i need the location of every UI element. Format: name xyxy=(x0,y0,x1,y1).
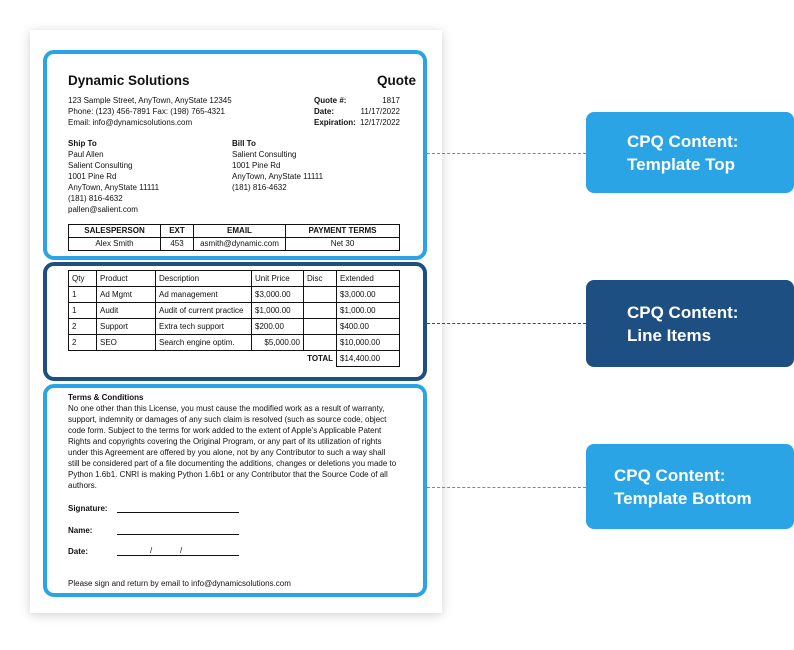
unit-price-cell: $5,000.00 xyxy=(252,335,304,351)
sales-header-cell: SALESPERSON xyxy=(69,225,161,238)
terms-line: under this Agreement are offered by you alone, not by any Contributor to such a way shall xyxy=(68,448,386,457)
description-cell: Extra tech support xyxy=(156,319,252,335)
sales-table xyxy=(68,224,400,251)
quote-number-label: Quote #: xyxy=(314,96,347,105)
expiration-date: 12/17/2022 xyxy=(359,118,400,127)
sales-header-cell: EXT xyxy=(161,225,194,238)
extended-cell: $10,000.00 xyxy=(337,335,400,351)
line-header-cell: Unit Price xyxy=(252,271,304,287)
table-row xyxy=(69,303,400,319)
disc-cell xyxy=(304,287,337,303)
company-email: Email: info@dynamicsolutions.com xyxy=(68,118,193,127)
document-type: Quote xyxy=(377,73,416,88)
extended-cell: $3,000.00 xyxy=(337,287,400,303)
extended-cell: $1,000.00 xyxy=(337,303,400,319)
total-label: TOTAL xyxy=(69,351,337,367)
disc-cell xyxy=(304,335,337,351)
signature-label: Signature: xyxy=(68,504,108,513)
sales-table-row xyxy=(69,238,400,251)
connector-mid xyxy=(427,323,586,325)
name-label: Name: xyxy=(68,526,93,535)
quote-number: 1817 xyxy=(382,96,400,105)
callout-line: CPQ Content: xyxy=(614,465,726,485)
total-row xyxy=(69,351,400,367)
line-header-cell: Disc xyxy=(304,271,337,287)
terms-line: Rights and copyrights covering the Original Program, or any part of its utilization of rights xyxy=(68,437,382,446)
terms-title: Terms & Conditions xyxy=(68,393,144,402)
terms-line: still be considered part of a file documenting the additions, changes or deletions you made to xyxy=(68,459,397,468)
ship-to-line: Salient Consulting xyxy=(68,161,133,170)
ship-to-line: 1001 Pine Rd xyxy=(68,172,117,181)
sales-table-header xyxy=(69,225,400,238)
bill-to-line: (181) 816-4632 xyxy=(232,183,287,192)
line-header-cell: Qty xyxy=(69,271,97,287)
company-address: 123 Sample Street, AnyTown, AnyState 12345 xyxy=(68,96,232,105)
product-cell: Ad Mgmt xyxy=(97,287,156,303)
ship-to-line: (181) 816-4632 xyxy=(68,194,123,203)
signature-line[interactable] xyxy=(117,512,239,513)
description-cell: Audit of current practice xyxy=(156,303,252,319)
line-items-table xyxy=(68,270,400,367)
connector-bottom xyxy=(427,487,586,489)
ship-to-line: Paul Allen xyxy=(68,150,104,159)
payment-terms-cell: Net 30 xyxy=(286,238,400,251)
callout-template-top xyxy=(586,112,794,193)
line-header-cell: Extended xyxy=(337,271,400,287)
date-slash: / xyxy=(150,546,153,555)
qty-cell: 2 xyxy=(69,319,97,335)
callout-line: Template Top xyxy=(627,154,735,174)
table-row xyxy=(69,319,400,335)
bill-to-title: Bill To xyxy=(232,139,256,148)
unit-price-cell: $1,000.00 xyxy=(252,303,304,319)
callout-line: Template Bottom xyxy=(614,488,752,508)
salesperson-cell: Alex Smith xyxy=(69,238,161,251)
callout-line: CPQ Content: xyxy=(627,131,739,151)
table-row xyxy=(69,335,400,351)
date-slash: / xyxy=(180,546,183,555)
bill-to-line: Salient Consulting xyxy=(232,150,297,159)
ship-to-line: pallen@salient.com xyxy=(68,205,138,214)
product-cell: Support xyxy=(97,319,156,335)
terms-line: Python 1.6b1. CNRI is making Python 1.6b1 or any Contributor that the Source Code of all xyxy=(68,470,388,479)
total-value: $14,400.00 xyxy=(337,351,400,367)
unit-price-cell: $3,000.00 xyxy=(252,287,304,303)
disc-cell xyxy=(304,303,337,319)
terms-line: authors. xyxy=(68,481,97,490)
qty-cell: 1 xyxy=(69,287,97,303)
ext-cell: 453 xyxy=(161,238,194,251)
quote-date: 11/17/2022 xyxy=(360,107,400,116)
product-cell: SEO xyxy=(97,335,156,351)
callout-template-bottom xyxy=(586,444,794,529)
sales-header-cell: PAYMENT TERMS xyxy=(286,225,400,238)
qty-cell: 2 xyxy=(69,335,97,351)
terms-line: code form. Subject to the terms for work added to the extent of Apple's Applicable Patent xyxy=(68,426,382,435)
company-phone: Phone: (123) 456-7891 Fax: (198) 765-4321 xyxy=(68,107,225,116)
description-cell: Search engine optim. xyxy=(156,335,252,351)
qty-cell: 1 xyxy=(69,303,97,319)
description-cell: Ad management xyxy=(156,287,252,303)
terms-line: support, indemnity or damages of any such claim is resolved (such as source code, object xyxy=(68,415,387,424)
date-line[interactable] xyxy=(117,555,239,556)
quote-date-label: Date: xyxy=(314,107,335,116)
extended-cell: $400.00 xyxy=(337,319,400,335)
company-name: Dynamic Solutions xyxy=(68,73,190,88)
product-cell: Audit xyxy=(97,303,156,319)
disc-cell xyxy=(304,319,337,335)
table-row xyxy=(69,287,400,303)
ship-to-line: AnyTown, AnyState 11111 xyxy=(68,183,160,192)
callout-line-items xyxy=(586,280,794,367)
line-header-cell: Product xyxy=(97,271,156,287)
unit-price-cell: $200.00 xyxy=(252,319,304,335)
expiration-label: Expiration: xyxy=(314,118,356,127)
email-cell: asmith@dynamic.com xyxy=(194,238,286,251)
callout-line: CPQ Content: xyxy=(627,302,739,322)
name-line[interactable] xyxy=(117,534,239,535)
line-items-header xyxy=(69,271,400,287)
terms-line: No one other than this License, you must cause the modified work as a result of warranty, xyxy=(68,404,385,413)
footer-instructions: Please sign and return by email to info@dynamicsolutions.com xyxy=(68,579,291,588)
connector-top xyxy=(427,153,586,155)
callout-line: Line Items xyxy=(627,325,712,345)
date-label: Date: xyxy=(68,547,89,556)
ship-to-title: Ship To xyxy=(68,139,97,148)
line-header-cell: Description xyxy=(156,271,252,287)
bill-to-line: AnyTown, AnyState 11111 xyxy=(232,172,324,181)
sales-header-cell: EMAIL xyxy=(194,225,286,238)
bill-to-line: 1001 Pine Rd xyxy=(232,161,281,170)
